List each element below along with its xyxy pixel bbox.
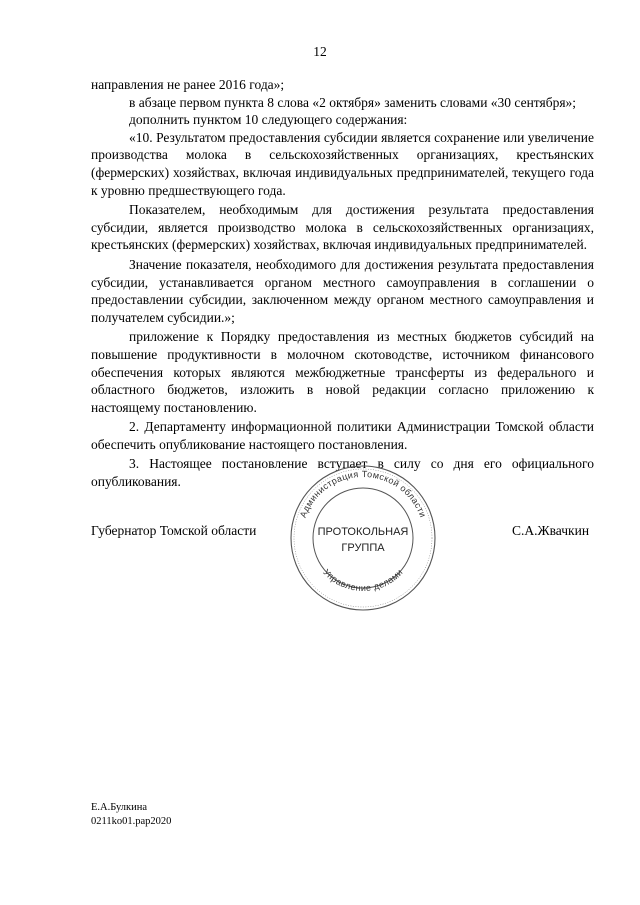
- paragraph: 2. Департаменту информационной политики Администрации Томской области обеспечить опубликование настоящего постановления.: [91, 419, 594, 452]
- document-footer: [91, 801, 171, 829]
- stamp-center-line2: ГРУППА: [341, 542, 385, 554]
- stamp-center-line1: ПРОТОКОЛЬНАЯ: [317, 526, 409, 538]
- stamp-bottom-text: Управление делами: [321, 567, 405, 594]
- document-body: [91, 76, 594, 491]
- document-code: 0211ko01.pap2020: [91, 816, 172, 827]
- paragraph: «10. Результатом предоставления субсидии является сохранение или увеличение производства молока в сельскохозяйственных организациях, крестьянских (фермерских) хозяйствах, включая индивидуальных предпринимателей, текущего года к уровню предшествующего года.: [91, 129, 594, 198]
- paragraph: Показателем, необходимым для достижения результата предоставления субсидии, является производство молока в сельскохозяйственных организациях, крестьянских (фермерских) хозяйствах, включая индивидуальных предпринимателей.: [91, 202, 594, 253]
- signatory-title: Губернатор Томской области: [91, 523, 257, 538]
- stamp-outer-text: Администрация Томской области: [297, 468, 429, 519]
- page-number: 12: [313, 44, 327, 59]
- paragraph: дополнить пунктом 10 следующего содержания:: [129, 112, 408, 128]
- paragraph: Значение показателя, необходимого для достижения результата предоставления субсидии, устанавливается органом местного самоуправления в соглашении о предоставлении субсидии, заключенном между органом местного самоуправления и получателем субсидии.»;: [91, 256, 594, 325]
- paragraph: в абзаце первом пункта 8 слова «2 октября» заменить словами «30 сентября»;: [129, 94, 577, 110]
- paragraph: направления не ранее 2016 года»;: [91, 77, 285, 92]
- signatory-name: С.А.Жвачкин: [512, 523, 590, 538]
- official-stamp: [288, 463, 438, 613]
- paragraph: приложение к Порядку предоставления из местных бюджетов субсидий на повышение продуктивности в молочном скотоводстве, источником финансового обеспечения которых являются межбюджетные трансферты из федерального и областного бюджетов, изложить в новой редакции согласно приложению к настоящему постановлению.: [91, 329, 594, 415]
- paragraph: 3. Настоящее постановление вступает в силу со дня его официального опубликования.: [91, 456, 594, 490]
- author-name: Е.А.Булкина: [91, 802, 148, 813]
